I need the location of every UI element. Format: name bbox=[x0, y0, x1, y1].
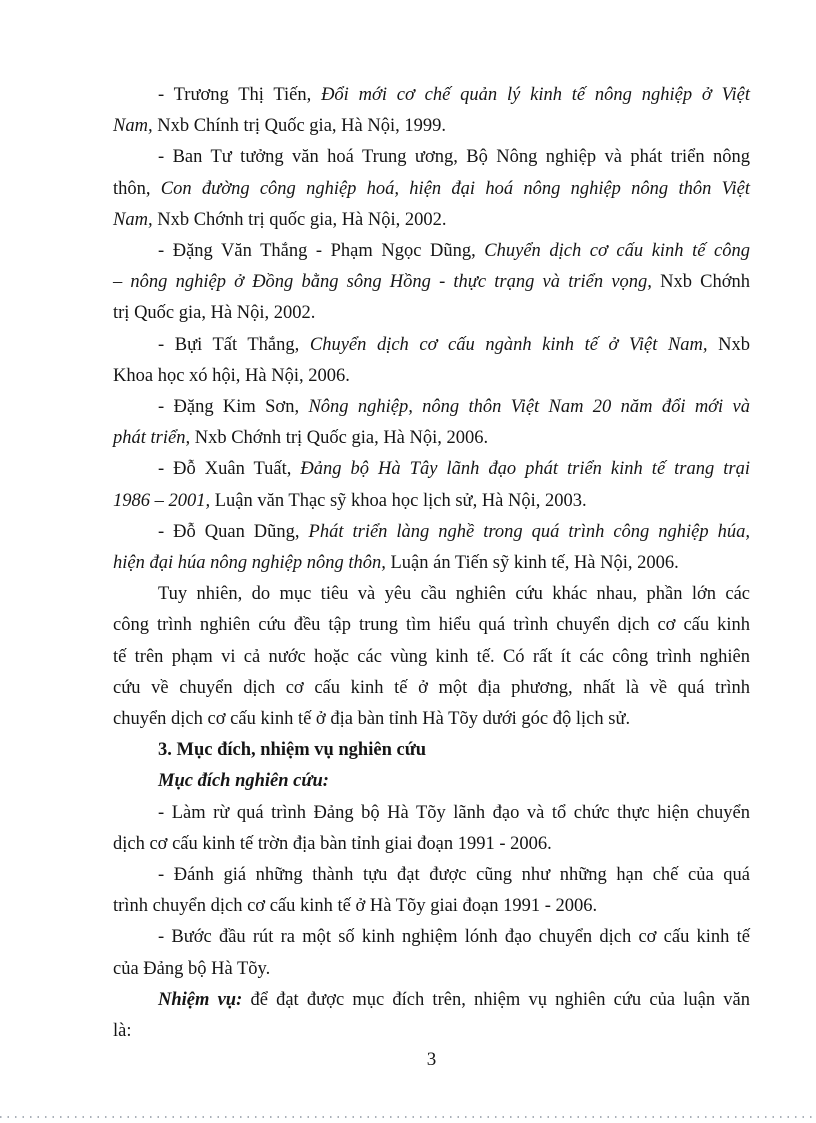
text-line bbox=[113, 80, 750, 111]
page-number: 3 bbox=[426, 1049, 437, 1070]
text-line bbox=[113, 267, 750, 298]
text-line bbox=[113, 704, 750, 735]
text-line bbox=[113, 642, 750, 673]
text-line bbox=[113, 454, 750, 485]
text-run: Luận án Tiến sỹ kinh tế, Hà Nội, 2006. bbox=[390, 553, 679, 574]
text-run: Đổi mới cơ chế quản lý kinh tế nông nghiệp ở Việt bbox=[321, 85, 750, 105]
text-line bbox=[113, 1016, 750, 1047]
text-run: Nxb bbox=[718, 334, 750, 355]
text-line bbox=[113, 954, 750, 985]
text-run: Chuyển dịch cơ cấu kinh tế công bbox=[484, 241, 750, 262]
paragraph bbox=[113, 860, 750, 922]
text-run: thôn, bbox=[113, 178, 161, 199]
paragraph bbox=[113, 236, 750, 330]
text-run: - Đỗ Quan Dũng, bbox=[158, 521, 309, 542]
text-run: của Đảng bộ Hà Tõy. bbox=[113, 958, 271, 979]
paragraph bbox=[113, 798, 750, 860]
text-run: - Đánh giá những thành tựu đạt được cũng như những hạn chế của quá bbox=[158, 865, 750, 886]
paragraph bbox=[113, 735, 750, 766]
paragraph bbox=[113, 766, 750, 797]
text-line bbox=[113, 579, 750, 610]
paragraph bbox=[113, 330, 750, 392]
paragraph bbox=[113, 985, 750, 1047]
paragraph bbox=[113, 142, 750, 236]
paragraph bbox=[113, 392, 750, 454]
paragraph bbox=[113, 922, 750, 984]
text-line bbox=[113, 860, 750, 891]
text-line bbox=[113, 922, 750, 953]
text-run: – nông nghiệp ở Đồng bằng sông Hồng - thực trạng và triển vọng, bbox=[113, 272, 661, 293]
text-run: Nxb Chớnh trị Quốc gia, Hà Nội, 2006. bbox=[194, 428, 489, 449]
text-line bbox=[113, 298, 750, 329]
text-run: dịch cơ cấu kinh tế trờn địa bàn tỉnh giai đoạn 1991 - 2006. bbox=[113, 833, 552, 854]
text-line bbox=[113, 735, 750, 766]
text-run: - Trương Thị Tiến, bbox=[158, 85, 322, 105]
text-run: Tuy nhiên, do mục tiêu và yêu cầu nghiên cứu khác nhau, phần lớn các bbox=[158, 584, 750, 605]
text-line bbox=[113, 330, 750, 361]
text-line bbox=[113, 985, 750, 1016]
text-run: 1986 – 2001, bbox=[113, 490, 215, 511]
text-line bbox=[113, 174, 750, 205]
text-run: Nxb Chớnh bbox=[660, 272, 751, 293]
text-line bbox=[113, 236, 750, 267]
text-line bbox=[113, 361, 750, 392]
text-line bbox=[113, 517, 750, 548]
text-run: Nxb Chính trị Quốc gia, Hà Nội, 1999. bbox=[157, 116, 446, 137]
text-run: là: bbox=[113, 1021, 132, 1042]
text-line bbox=[113, 423, 750, 454]
text-line bbox=[113, 610, 750, 641]
text-run: Nhiệm vụ: bbox=[158, 989, 251, 1010]
text-run: công trình nghiên cứu đều tập trung tìm hiểu quá trình chuyển dịch cơ cấu kinh bbox=[113, 615, 750, 636]
text-run: tế trên phạm vi cả nước hoặc các vùng kinh tế. Có rất ít các công trình nghiên bbox=[113, 646, 750, 667]
text-run: Phát triển làng nghề trong quá trình công nghiệp húa, bbox=[308, 521, 751, 542]
text-line bbox=[113, 798, 750, 829]
text-run: cứu về chuyển dịch cơ cấu kinh tế ở một địa phương, nhất là về quá trình bbox=[113, 677, 750, 698]
text-block bbox=[113, 80, 750, 1047]
text-run: - Làm rừ quá trình Đảng bộ Hà Tõy lãnh đạo và tổ chức thực hiện chuyển bbox=[158, 802, 750, 823]
text-line bbox=[113, 486, 750, 517]
paragraph bbox=[113, 517, 750, 579]
text-line bbox=[113, 673, 750, 704]
text-run: Chuyển dịch cơ cấu ngành kinh tế ở Việt Nam, bbox=[309, 334, 719, 355]
text-run: Nông nghiệp, nông thôn Việt Nam 20 năm đổi mới và bbox=[308, 397, 750, 418]
text-line bbox=[113, 891, 750, 922]
text-run: - Đặng Văn Thắng - Phạm Ngọc Dũng, bbox=[158, 241, 485, 262]
text-run: Con đường công nghiệp hoá, hiện đại hoá nông nghiệp nông thôn Việt bbox=[160, 178, 751, 199]
text-run: Nxb Chớnh trị quốc gia, Hà Nội, 2002. bbox=[157, 209, 447, 230]
paragraph bbox=[113, 454, 750, 516]
text-run: Mục đích nghiên cứu: bbox=[158, 771, 329, 792]
text-run: Luận văn Thạc sỹ khoa học lịch sử, Hà Nội, 2003. bbox=[214, 490, 587, 511]
text-line bbox=[113, 142, 750, 173]
text-line bbox=[113, 766, 750, 797]
text-line bbox=[113, 548, 750, 579]
text-run: - Ban Tư tưởng văn hoá Trung ương, Bộ Nông nghiệp và phát triển nông bbox=[158, 147, 750, 168]
page-edge-dotted-line bbox=[0, 1116, 816, 1118]
text-run: trình chuyển dịch cơ cấu kinh tế ở Hà Tõy giai đoạn 1991 - 2006. bbox=[113, 896, 598, 917]
text-run: - Bựi Tất Thắng, bbox=[158, 334, 310, 355]
text-run: hiện đại húa nông nghiệp nông thôn, bbox=[113, 553, 391, 574]
text-run: - Bước đầu rút ra một số kinh nghiệm lónh đạo chuyển dịch cơ cấu kinh tế bbox=[158, 927, 750, 948]
text-line bbox=[113, 111, 750, 142]
text-run: Đảng bộ Hà Tây lãnh đạo phát triển kinh tế trang trại bbox=[300, 459, 750, 480]
text-run: trị Quốc gia, Hà Nội, 2002. bbox=[113, 303, 316, 324]
text-run: Nam, bbox=[113, 209, 158, 230]
text-run: - Đỗ Xuân Tuất, bbox=[158, 459, 301, 480]
text-run: chuyển dịch cơ cấu kinh tế ở địa bàn tỉnh Hà Tõy dưới góc độ lịch sử. bbox=[113, 709, 631, 730]
text-run: Nam, bbox=[113, 116, 158, 137]
text-run: 3. Mục đích, nhiệm vụ nghiên cứu bbox=[158, 740, 427, 761]
text-line bbox=[113, 392, 750, 423]
text-run: phát triển, bbox=[113, 428, 195, 449]
text-run: - Đặng Kim Sơn, bbox=[158, 397, 309, 418]
paragraph bbox=[113, 80, 750, 142]
text-run: Khoa học xó hội, Hà Nội, 2006. bbox=[113, 365, 350, 386]
text-line bbox=[113, 205, 750, 236]
text-run: để đạt được mục đích trên, nhiệm vụ nghiên cứu của luận văn bbox=[250, 989, 750, 1010]
text-line bbox=[113, 829, 750, 860]
paragraph bbox=[113, 579, 750, 735]
